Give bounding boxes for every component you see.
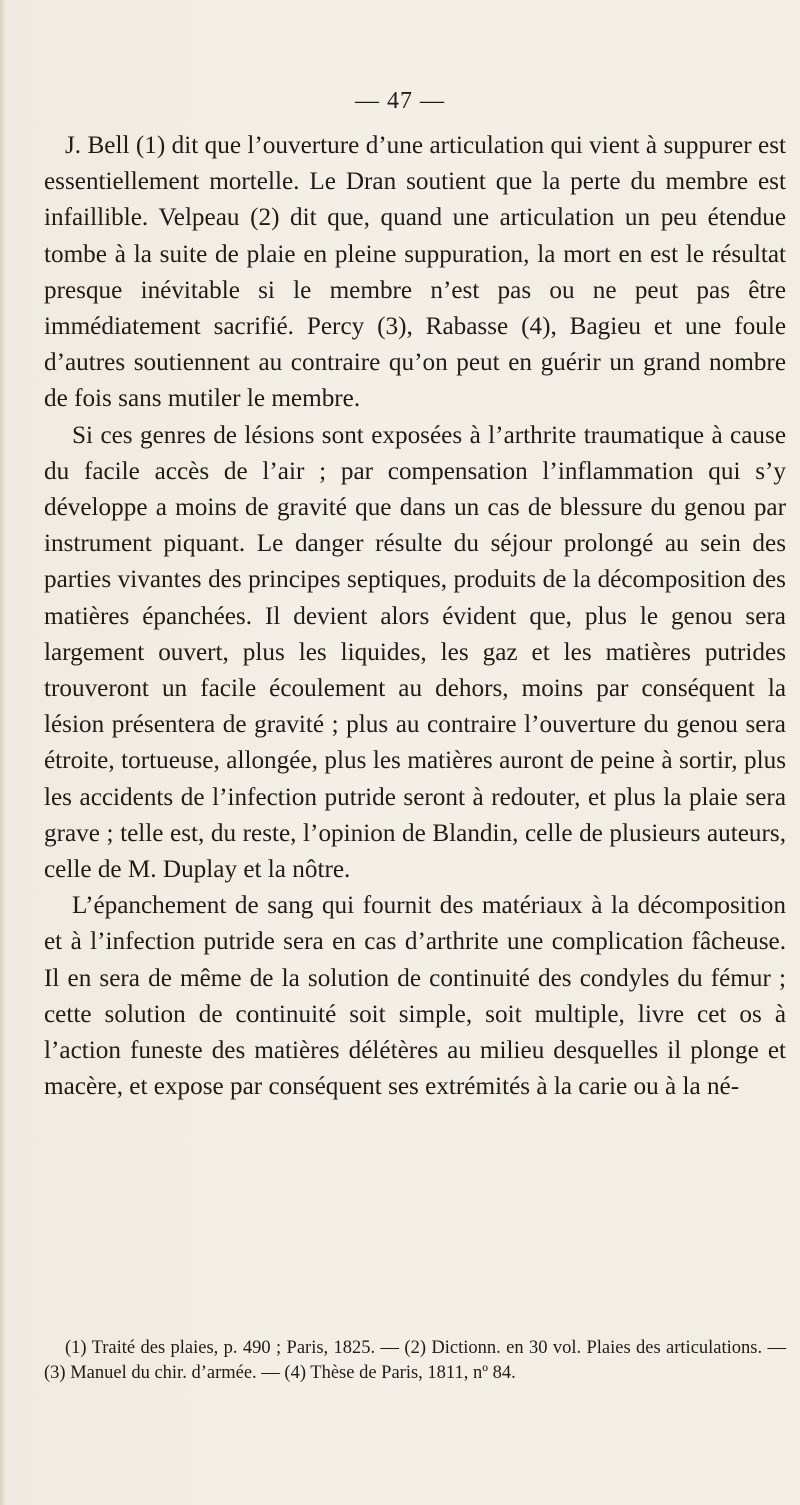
paragraph-1: J. Bell (1) dit que l’ouverture d’une articulation qui vient à suppurer est essentiellement mortelle. Le Dran soutient que la perte du membre est infaillible. Velpeau (2) dit que, quand une articulation un peu étendue tombe à la suite de plaie en pleine suppuration, la mort en est le résultat presque inévitable si le membre n’est pas ou ne peut pas être immédiatement sacrifié. Percy (3), Rabasse (4), Bagieu et une foule d’autres soutiennent au contraire qu’on peut en guérir un grand nombre de fois sans mutiler le membre. [44,132,786,413]
page-number-header: — 47 — [355,88,445,114]
footnotes [44,1336,786,1386]
paragraph-3: L’épanchement de sang qui fournit des matériaux à la décomposition et à l’infection putride sera en cas d’arthrite une complication fâcheuse. Il en sera de même de la solution de continuité des condyles du fémur ; cette solution de continuité soit simple, soit multiple, livre cet os à l’action funeste des matières délétères au milieu desquelles il plonge et macère, et expose par conséquent ses extrémités à la carie ou à la né- [44,892,786,1101]
body-text [44,128,786,1105]
footnote-text: (1) Traité des plaies, p. 490 ; Paris, 1825. — (2) Dictionn. en 30 vol. Plaies des articulations. — (3) Manuel du chir. d’armée. — (4) Thèse de Paris, 1811, nº 84. [44,1338,786,1383]
paragraph-2: Si ces genres de lésions sont exposées à l’arthrite traumatique à cause du facile accès de l’air ; par compensation l’inflammation qui s’y développe a moins de gravité que dans un cas de blessure du genou par instrument piquant. Le danger résulte du séjour prolongé au sein des parties vivantes des principes septiques, produits de la décomposition des matières épanchées. Il devient alors évident que, plus le genou sera largement ouvert, plus les liquides, les gaz et les matières putrides trouveront un facile écoulement au dehors, moins par conséquent la lésion présentera de gravité ; plus au contraire l’ouverture du genou sera étroite, tortueuse, allongée, plus les matières auront de peine à sortir, plus les accidents de l’infection putride seront à redouter, et plus la plaie sera grave ; telle est, du reste, l’opinion de Blandin, celle de plusieurs auteurs, celle de M. Duplay et la nôtre. [44,421,786,884]
page-binding-shadow [0,0,6,1505]
